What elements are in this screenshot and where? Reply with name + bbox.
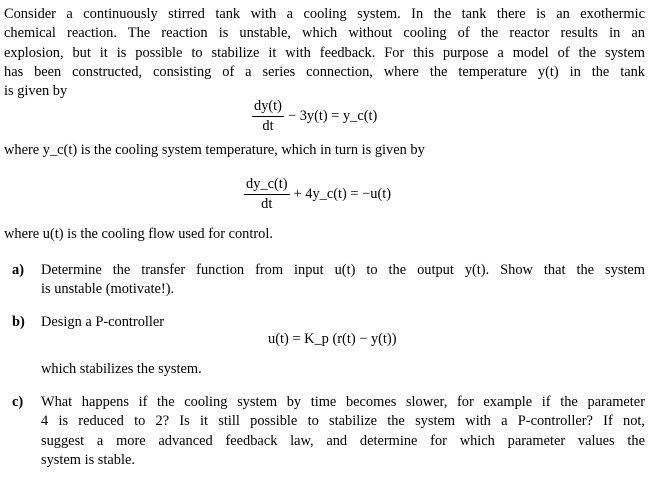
where-line: where u(t) is the cooling flow used for control. — [4, 226, 273, 242]
equation-cooling-system — [244, 176, 391, 213]
question-c — [12, 393, 645, 473]
question-line: Design a P-controller — [41, 314, 165, 330]
fraction-numerator: dy(t) — [252, 98, 284, 117]
question-line: 4 is reduced to 2? Is it still possible to stabilize the system with a P-controller? If not, — [41, 413, 645, 430]
question-line: system is stable. — [41, 451, 135, 468]
question-body — [41, 393, 645, 470]
fraction — [244, 176, 290, 213]
question-body — [41, 313, 645, 332]
equation-tank-temperature — [252, 98, 377, 135]
intro-line: Consider a continuously stirred tank with a cooling system. In the tank there is an exothermic — [4, 6, 645, 22]
where-line: where y_c(t) is the cooling system temperature, which in turn is given by — [4, 142, 425, 158]
question-body — [41, 261, 645, 300]
where-cooling-temperature — [4, 141, 645, 160]
question-line: What happens if the cooling system by time becomes slower, for example if the parameter — [41, 394, 645, 410]
intro-line: is given by — [4, 83, 68, 100]
question-label: b) — [12, 314, 25, 330]
fraction-denominator: dt — [262, 118, 274, 134]
fraction-denominator: dt — [261, 196, 273, 212]
intro-line: explosion, but it is possible to stabilize it with feedback. For this purpose a model of the system — [4, 44, 645, 61]
fraction — [252, 98, 284, 135]
question-line: Determine the transfer function from input u(t) to the output y(t). Show that the system — [41, 262, 645, 278]
question-line: which stabilizes the system. — [41, 361, 202, 377]
question-b-after — [41, 360, 641, 379]
question-label: a) — [12, 262, 24, 278]
question-label: c) — [12, 394, 24, 410]
where-cooling-flow — [4, 225, 645, 244]
fraction-numerator: dy_c(t) — [244, 176, 290, 195]
intro-line: has been constructed, consisting of a series connection, where the temperature y(t) in the tank — [4, 63, 645, 80]
intro-paragraph — [4, 5, 645, 101]
question-line: is unstable (motivate!). — [41, 281, 175, 298]
question-line: suggest a more advanced feedback law, and determine for which parameter values the — [41, 432, 645, 449]
question-a — [12, 261, 645, 301]
equation-rhs: − 3y(t) = y_c(t) — [287, 108, 378, 124]
p-controller-equation: u(t) = K_p (r(t) − y(t)) — [268, 331, 397, 347]
equation-rhs: + 4y_c(t) = −u(t) — [293, 186, 392, 202]
intro-line: chemical reaction. The reaction is unstable, which without cooling of the reactor results in an — [4, 25, 645, 42]
